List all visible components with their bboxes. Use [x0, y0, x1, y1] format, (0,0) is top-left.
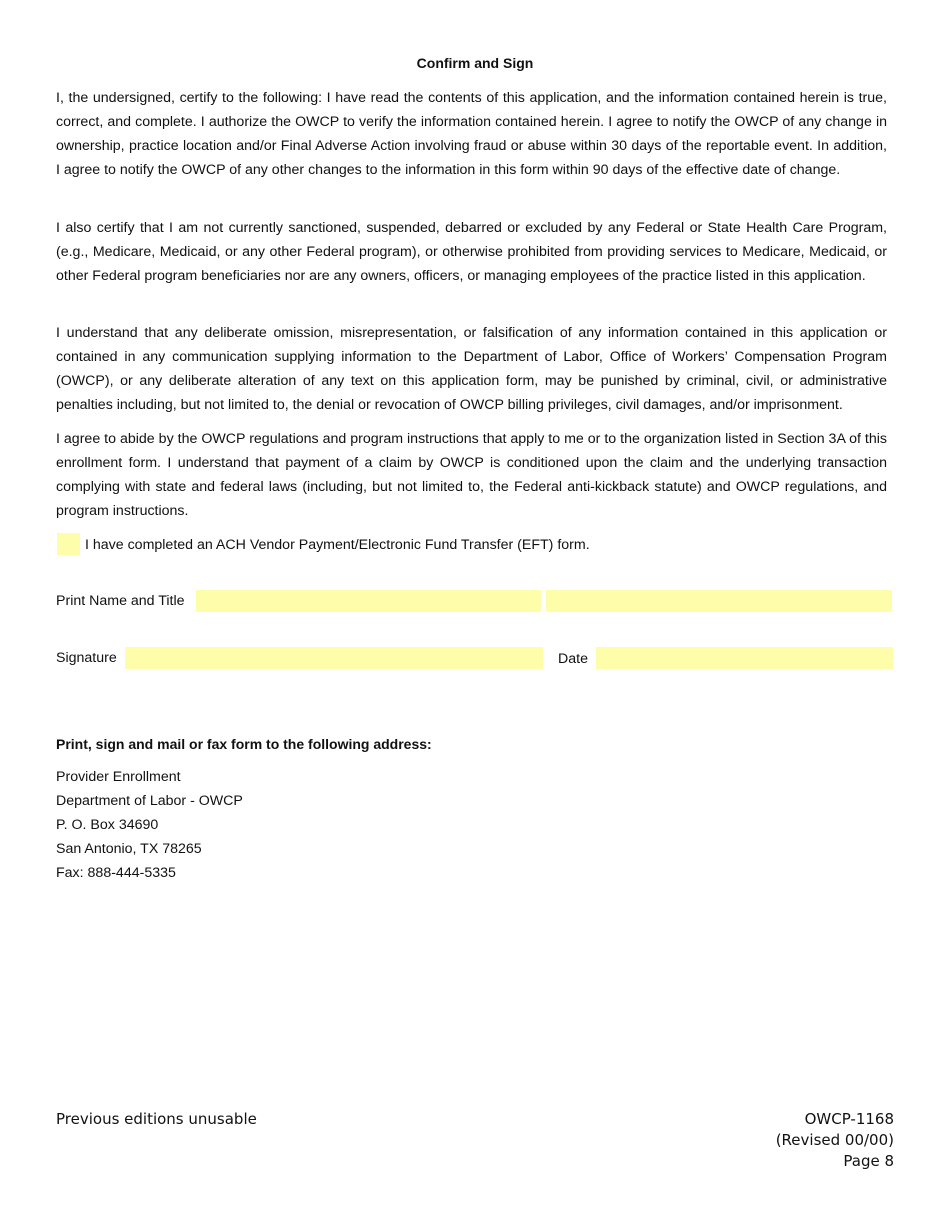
mail-instructions-heading: Print, sign and mail or fax form to the following address:: [56, 736, 432, 752]
footer-form-info: [776, 1109, 894, 1172]
footer-editions-note: Previous editions unusable: [56, 1110, 257, 1128]
page-title: Confirm and Sign: [416, 55, 534, 71]
title-input[interactable]: [546, 590, 892, 612]
print-name-label: Print Name and Title: [56, 593, 185, 609]
mailing-address: [56, 765, 243, 885]
penalty-paragraph: I understand that any deliberate omission, misrepresentation, or falsification of any information contained in this application or contained in any communication supplying information to the Department of Labor, Office of Workers’ Compensation Program (OWCP), or any deliberate alteration of any text on this application form, may be punished by criminal, civil, or administrative penalties including, but not limited to, the denial or revocation of OWCP billing privileges, civil damages, and/or imprisonment.: [56, 325, 887, 413]
regulations-paragraph: I agree to abide by the OWCP regulations and program instructions that apply to me or to the organization listed in Section 3A of this enrollment form. I understand that payment of a claim by OWCP is conditioned upon the claim and the underlying transaction complying with state and federal laws (including, but not limited to, the Federal anti-kickback statute) and OWCP regulations, and program instructions.: [56, 431, 887, 519]
address-line: P. O. Box 34690: [56, 817, 159, 833]
date-input[interactable]: [596, 647, 893, 669]
page-number: Page 8: [843, 1152, 894, 1170]
fax-number: Fax: 888-444-5335: [56, 865, 176, 881]
signature-label: Signature: [56, 650, 117, 666]
sanction-paragraph: I also certify that I am not currently sanctioned, suspended, debarred or excluded by any Federal or State Health Care Program, (e.g., Medicare, Medicaid, or any other Federal program), or otherwise prohibited from providing services to Medicare, Medicaid, or other Federal program beneficiaries nor are any owners, officers, or managing employees of the practice listed in this application.: [56, 220, 887, 284]
date-label: Date: [558, 651, 588, 667]
revision-date: (Revised 00/00): [775, 1131, 894, 1149]
eft-checkbox[interactable]: [57, 533, 80, 555]
address-line: Department of Labor - OWCP: [56, 793, 243, 809]
eft-checkbox-label: I have completed an ACH Vendor Payment/Electronic Fund Transfer (EFT) form.: [85, 537, 590, 553]
address-line: San Antonio, TX 78265: [56, 841, 202, 857]
certification-paragraph: I, the undersigned, certify to the following: I have read the contents of this application, and the information contained herein is true, correct, and complete. I authorize the OWCP to verify the information contained herein. I agree to notify the OWCP of any change in ownership, practice location and/or Final Adverse Action involving fraud or abuse within 30 days of the reportable event. In addition, I agree to notify the OWCP of any other changes to the information in this form within 90 days of the effective date of change.: [56, 90, 887, 178]
print-name-input[interactable]: [196, 590, 541, 612]
address-line: Provider Enrollment: [56, 769, 181, 785]
signature-input[interactable]: [125, 647, 543, 669]
form-number: OWCP-1168: [804, 1110, 894, 1128]
